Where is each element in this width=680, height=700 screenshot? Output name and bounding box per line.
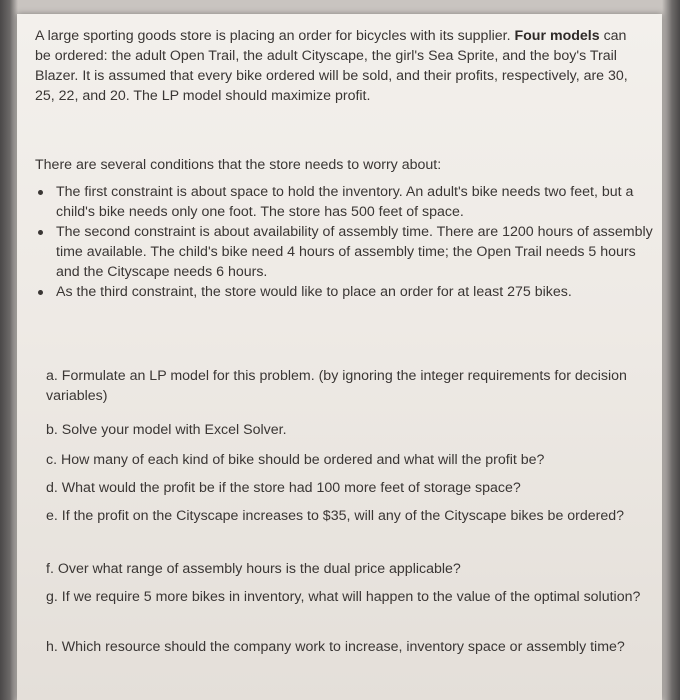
intro-bold-models: models [549, 28, 600, 44]
question-g: g. If we require 5 more bikes in inventory, what will happen to the value of the optimal solution? [46, 589, 641, 605]
constraint-text: The first constraint is about space to hold the inventory. An adult's bike needs two feet, but a child's bike needs only one foot. The store has 500 feet of space. [56, 184, 634, 220]
question-h: h. Which resource should the company work to increase, inventory space or assembly time? [46, 639, 625, 655]
conditions-intro: There are several conditions that the store needs to worry about: [35, 157, 442, 173]
question-e: e. If the profit on the Cityscape increases to $35, will any of the Cityscape bikes be ordered? [46, 508, 625, 524]
intro-text-rest: can be ordered: the adult Open Trail, the adult Cityscape, the girl's Sea Sprite, and the boy's Trail Blazer. It is assumed that every bike ordered will be sold, and their profits, respectively, are 30, 25, 22, and 20. The LP model should maximize profit. [35, 28, 628, 104]
bullet-icon [38, 290, 43, 295]
problem-intro [35, 26, 645, 106]
intro-text-start: A large sporting goods store is placing an order for bicycles with its supplier. [35, 28, 515, 44]
question-d: d. What would the profit be if the store had 100 more feet of storage space? [46, 480, 521, 496]
list-item [35, 182, 655, 222]
document-page [17, 14, 662, 700]
constraints-list [35, 182, 655, 302]
bullet-icon [38, 230, 43, 235]
question-f: f. Over what range of assembly hours is the dual price applicable? [46, 561, 461, 577]
constraint-text: The second constraint is about availability of assembly time. There are 1200 hours of assembly time available. The child's bike need 4 hours of assembly time; the Open Trail needs 5 hours and the Cityscape needs 6 hours. [56, 224, 653, 280]
question-a: a. Formulate an LP model for this problem. (by ignoring the integer requirements for decision variables) [46, 368, 627, 404]
constraint-text: As the third constraint, the store would like to place an order for at least 275 bikes. [56, 284, 572, 300]
question-c: c. How many of each kind of bike should be ordered and what will the profit be? [46, 452, 545, 468]
list-item [35, 222, 655, 282]
intro-bold-four: Four [514, 28, 546, 44]
bullet-icon [38, 190, 43, 195]
question-b: b. Solve your model with Excel Solver. [46, 422, 287, 438]
list-item [35, 282, 655, 302]
